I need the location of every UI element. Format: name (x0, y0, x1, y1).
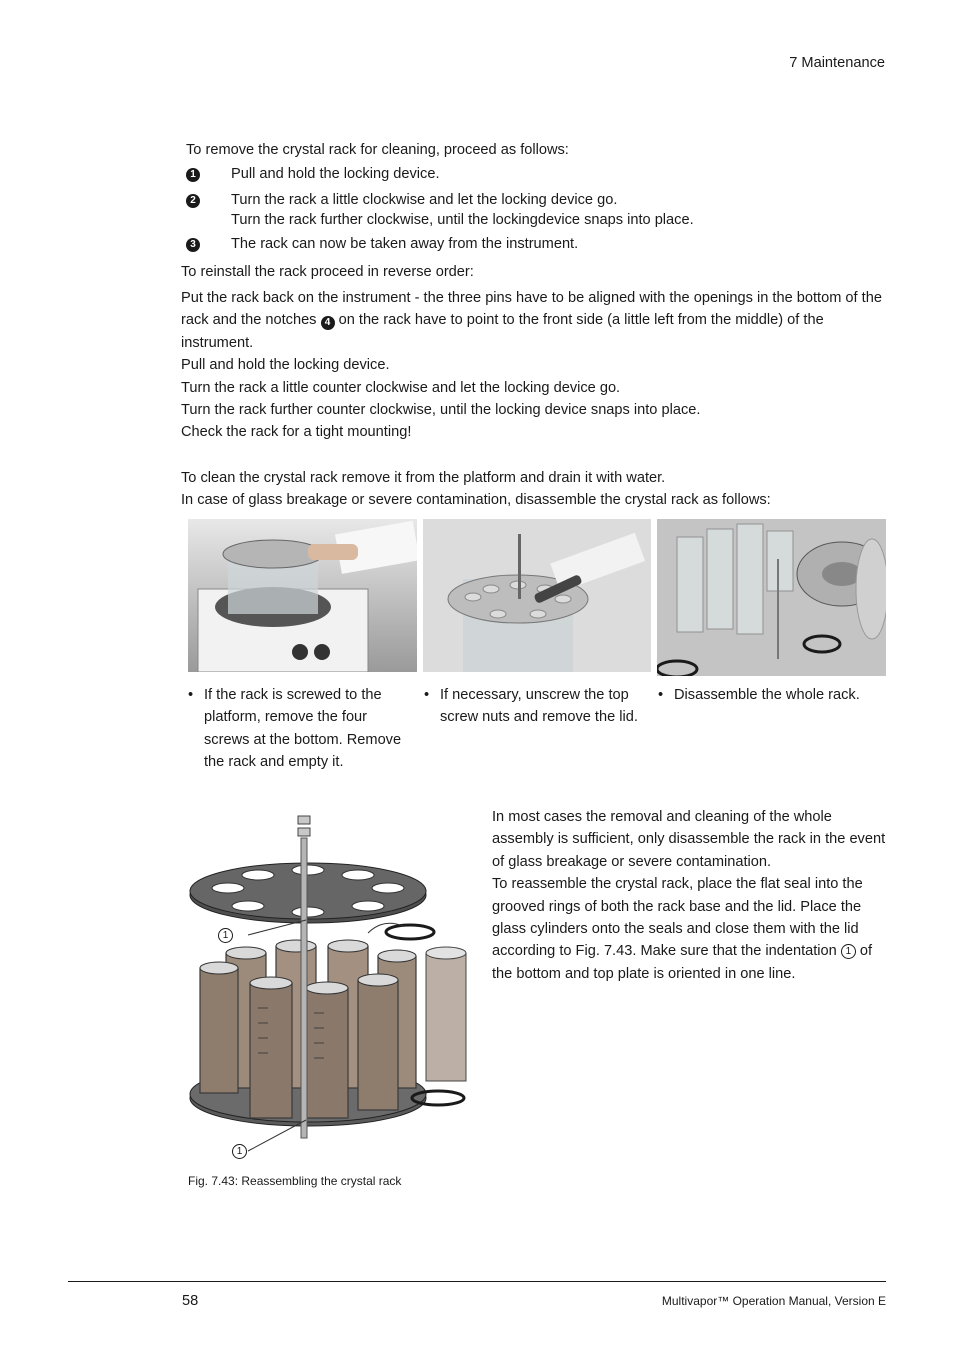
reassembly-text (492, 806, 887, 985)
cleaning-line: To clean the crystal rack remove it from the platform and drain it with water. (181, 470, 666, 486)
step-text: Turn the rack a little clockwise and let the locking device go. (231, 192, 618, 208)
caption-text: If the rack is screwed to the platform, remove the four screws at the bottom. Remove the rack and empty it. (204, 687, 402, 771)
photo-disassembled-rack (657, 519, 886, 676)
step-2 (186, 189, 886, 233)
reinstall-line: Turn the rack a little counter clockwise and let the locking device go. (181, 379, 621, 396)
step-number-icon: 3 (186, 238, 200, 252)
photo-rack-on-platform (188, 519, 417, 672)
cleaning-line: In case of glass breakage or severe contamination, disassemble the crystal rack as follows: (181, 492, 771, 509)
callout-indentation-bottom: 1 (232, 1144, 247, 1159)
reinstall-paragraph (181, 287, 886, 444)
bullet-icon: • (658, 687, 664, 703)
figure-caption: Fig. 7.43: Reassembling the crystal rack (188, 1174, 402, 1188)
reassembly-paragraph-1: In most cases the removal and cleaning of the whole assembly is sufficient, only disassemble the rack in the event of glass breakage or severe contamination. (492, 809, 886, 870)
running-header: 7 Maintenance (789, 55, 885, 71)
caption-text: Disassemble the whole rack. (674, 687, 860, 703)
step-1 (186, 163, 886, 185)
footer-divider (68, 1281, 886, 1282)
bullet-icon: • (424, 687, 430, 703)
reinstall-line: Turn the rack further counter clockwise, until the locking device snaps into place. (181, 402, 701, 419)
caption-text: If necessary, unscrew the top screw nuts and remove the lid. (440, 687, 638, 726)
reinstall-text-b: on the rack have to point to the front side (a little left from the middle) of the instrument. (181, 312, 824, 351)
intro-text: To remove the crystal rack for cleaning, proceed as follows: (186, 142, 569, 158)
step-text: The rack can now be taken away from the instrument. (231, 236, 579, 252)
cleaning-paragraph (181, 467, 886, 512)
step-text: Pull and hold the locking device. (231, 166, 440, 182)
page-number: 58 (182, 1293, 199, 1309)
reassembly-text-b: of the bottom and top plate is oriented in one line. (492, 943, 873, 982)
bullet-icon: • (188, 687, 194, 703)
reinstall-heading: To reinstall the rack proceed in reverse order: (181, 264, 474, 280)
step-number-icon: 1 (186, 168, 200, 182)
callout-indentation-top: 1 (218, 928, 233, 943)
assembly-drawing (188, 808, 478, 1170)
reinstall-line: Check the rack for a tight mounting! (181, 424, 412, 441)
notch-number-icon: 4 (321, 316, 335, 330)
step-text-continued: Turn the rack further clockwise, until the lockingdevice snaps into place. (231, 212, 694, 228)
manual-title: Multivapor™ Operation Manual, Version E (661, 1294, 886, 1308)
reinstall-instructions (181, 287, 886, 354)
indentation-callout-icon: 1 (841, 944, 856, 959)
photo-unscrew-nuts (423, 519, 651, 672)
reinstall-line: Pull and hold the locking device. (181, 357, 390, 374)
step-3 (186, 233, 886, 255)
reassembly-paragraph-2 (492, 873, 887, 985)
reinstall-text-a: Put the rack back on the instrument - the three pins have to be aligned with the openings in the bottom of the rack and the notches (181, 290, 882, 329)
step-number-icon: 2 (186, 194, 200, 208)
reassembly-text-a: To reassemble the crystal rack, place the flat seal into the grooved rings of both the rack base and the lid. Place the glass cylinders onto the seals and close them with the lid according to Fig. 7.43. Make sure that the indentation (492, 876, 863, 960)
